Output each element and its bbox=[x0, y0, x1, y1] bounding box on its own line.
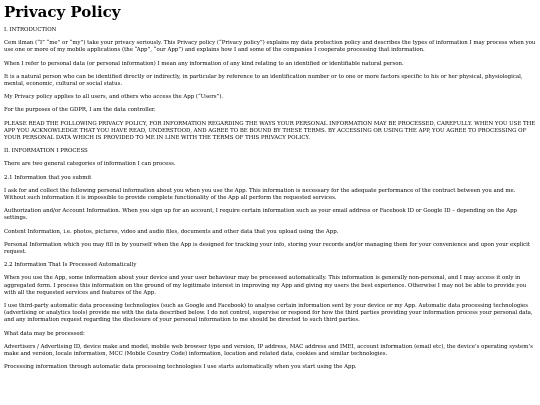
paragraph-two-categories: There are two general categories of information I can process. bbox=[4, 161, 176, 168]
paragraph-natural-person: It is a natural person who can be identified directly or indirectly, in particular by reference to an identification number or to one or more factors specific to his or her physical, physiological, mental, economic, cultural or social status. bbox=[4, 73, 523, 88]
paragraph-data-controller: For the purposes of the GDPR, I am the data controller. bbox=[4, 107, 156, 114]
paragraph-personal-data-definition: When I refer to personal data (or personal information) I mean any information of any kind relating to an identified or identifiable natural person. bbox=[4, 60, 404, 67]
paragraph-collected-information: I ask for and collect the following personal information about you when you use the App. This information is necessary for the adequate performance of the contract between you and me. Without such information it is impossible to provide complete functionality of the App all perform the requested services. bbox=[4, 187, 516, 202]
paragraph-content-information: Content Information, i.e. photos, pictures, video and audio files, documents and other data that you upload using the App. bbox=[4, 228, 339, 235]
paragraph-read-carefully-notice: PLEASE READ THE FOLLOWING PRIVACY POLICY, FOR INFORMATION REGARDING THE WAYS YOUR PERSONAL INFORMATION MAY BE PROCESSED, CAREFULLY. WHEN YOU USE THE APP YOU ACKNOWLEDGE THAT YOU HAVE READ, UNDERSTOOD, AND AGREE TO BE BOUND BY THESE TERMS. BY ACCESSING OR USING THE APP, YOU AGREE TO PROCESSING OF YOUR PERSONAL DATA WHICH IS PROVIDED TO ME IN LINE WITH THE TERMS OF THIS PRIVACY POLICY. bbox=[4, 120, 536, 142]
paragraph-third-party-technologies: I use third-party automatic data processing technologies (such as Google and Facebook) to analyse certain information sent by your device or my App. Automatic data processing technologies (advertising or analytics tools) provide me with the data described below. I do not control, supervise or respond for how the third parties providing your information process your personal data, and any information request regarding the disclosure of your personal information to me should be directed to such third parties. bbox=[4, 303, 533, 324]
paragraph-data-list: Advertisers / Advertising ID, device make and model, mobile web browser type and version, IP address, MAC address and IMEI, account information (email etc), the device’s operating system’s make and version, locale information, MCC (Mobile Country Code) information, location and related data, cookies and similar technologies. bbox=[4, 343, 533, 358]
paragraph-what-data-processed: What data may be processed: bbox=[4, 330, 85, 337]
paragraph-processing-start: Processing information through automatic data processing technologies I use starts automatically when you start using the App. bbox=[4, 364, 357, 371]
paragraph-automatic-processing: When you use the App, some information about your device and your user behaviour may be processed automatically. This information is generally non-personal, and I may access it only in aggregated form. I process this information on the ground of my legitimate interest in improving my App and giving my users the best experience. Otherwise I may not be able to provide you with all the requested services and features of the App. bbox=[4, 275, 527, 296]
section-heading-introduction: I. INTRODUCTION bbox=[4, 27, 57, 33]
paragraph-applies-to-users: My Privacy policy applies to all users, and others who access the App (“Users”). bbox=[4, 94, 224, 101]
paragraph-intro-overview: Cem ilman (“I” “me” or “my”) take your privacy seriously. This Privacy policy (“Privacy policy”) explains my data protection policy and describes the types of information I may process when you use one or more of my mobile applications (the “App”, “our App”) and explains how I and some of the companies I cooperate processing that information. bbox=[4, 40, 536, 54]
section-heading-information-processed: II. INFORMATION I PROCESS bbox=[4, 148, 88, 155]
paragraph-personal-information: Personal Information which you may fill in by yourself when the App is designed for tracking your info, storing your records and/or managing them for your convenience and upon your explicit request. bbox=[4, 241, 531, 256]
page-title: Privacy Policy bbox=[4, 3, 121, 21]
paragraph-account-information: Authorization and/or Account Information. When you sign up for an account, I require certain information such as your email address or Facebook ID or Google ID – depending on the App settings. bbox=[4, 208, 517, 222]
subsection-heading-automatic-processing: 2.2 Information That Is Processed Automatically bbox=[4, 262, 137, 269]
subsection-heading-information-submitted: 2.1 Information that you submit bbox=[4, 174, 92, 181]
